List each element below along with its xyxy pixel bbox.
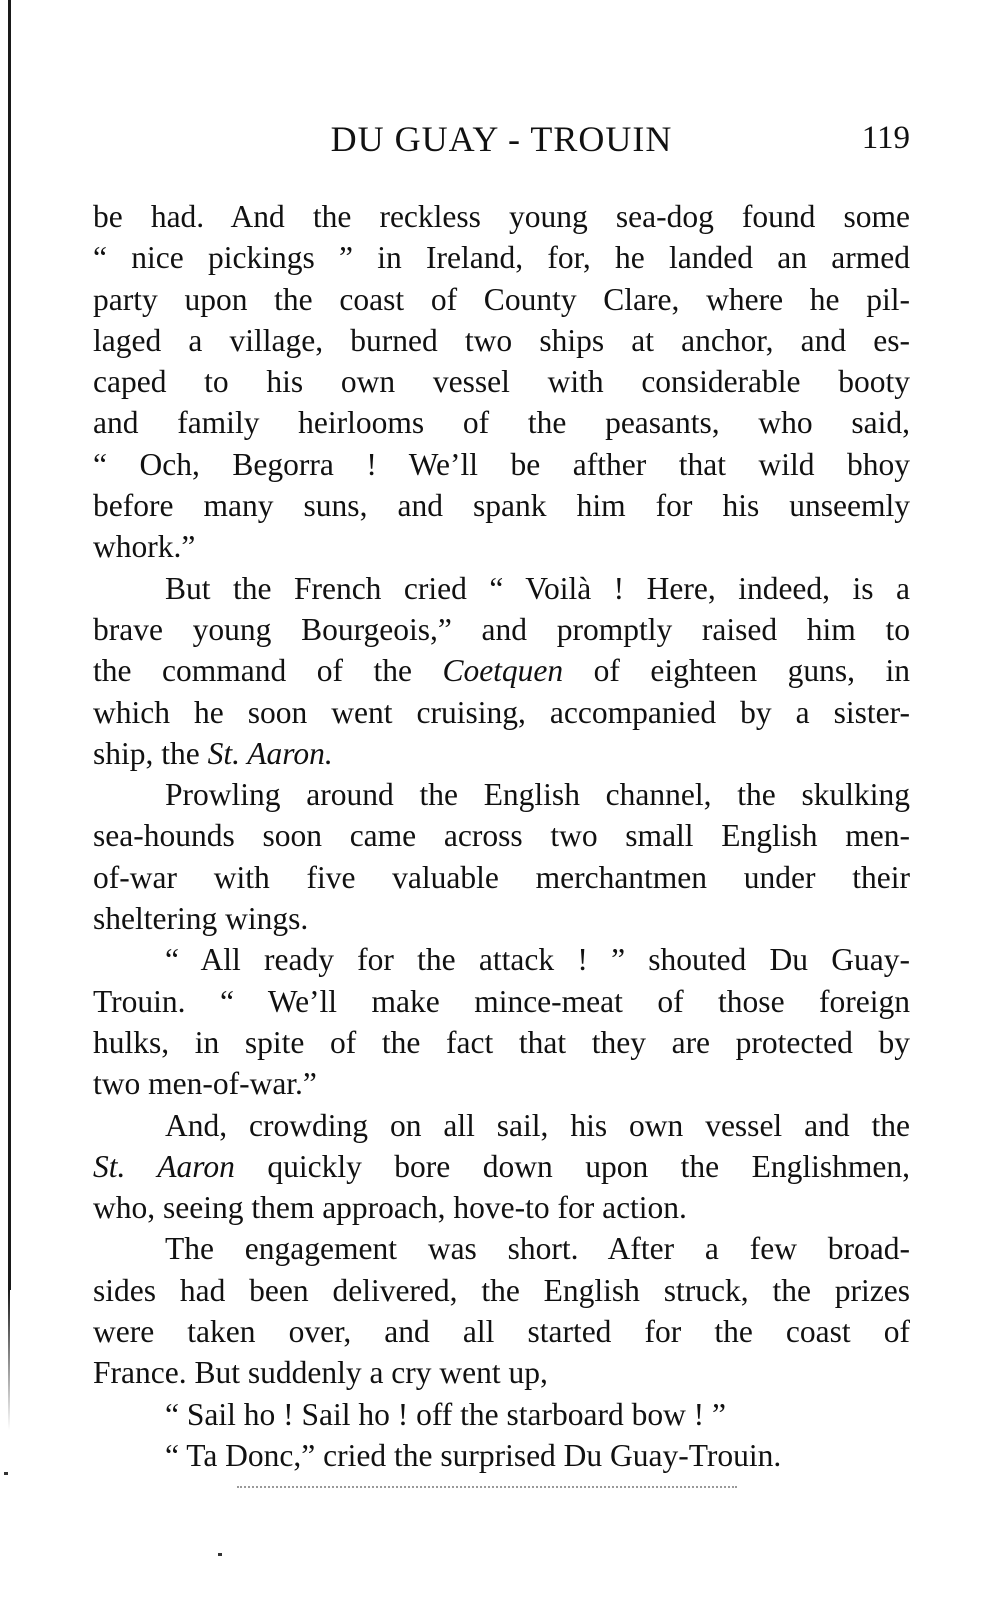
- text-line: [93, 1146, 910, 1187]
- text-line: laged a village, burned two ships at anchor, and es-: [93, 322, 910, 358]
- text-line: hulks, in spite of the fact that they are protected by: [93, 1024, 910, 1060]
- text-line: be had. And the reckless young sea-dog found some: [93, 199, 910, 234]
- paragraph: [93, 1394, 910, 1435]
- text-line: were taken over, and all started for the coast of: [93, 1314, 910, 1350]
- text-run: ship, the: [93, 735, 208, 771]
- text-line: two men-of-war.”: [93, 1066, 317, 1102]
- paragraph: [93, 774, 910, 939]
- text-line: caped to his own vessel with considerable booty: [93, 364, 910, 400]
- text-line: sea-hounds soon came across two small English men-: [93, 818, 910, 854]
- text-line: France. But suddenly a cry went up,: [93, 1355, 548, 1391]
- text-line: Trouin. “ We’ll make mince-meat of those foreign: [93, 983, 910, 1019]
- italic-ship-name: Coetquen: [442, 653, 564, 689]
- text-line: And, crowding on all sail, his own vessel and the: [165, 1107, 910, 1143]
- text-line: whork.”: [93, 529, 196, 565]
- text-line: “ Ta Donc,” cried the surprised Du Guay-Trouin.: [165, 1437, 782, 1473]
- body-text: [93, 196, 910, 1476]
- italic-ship-name: St. Aaron: [93, 1148, 235, 1184]
- paragraph: [93, 1228, 910, 1393]
- text-line: [93, 733, 910, 774]
- text-line: “ nice pickings ” in Ireland, for, he landed an armed: [93, 240, 910, 276]
- text-line: sides had been delivered, the English struck, the prizes: [93, 1272, 910, 1308]
- paragraph: [93, 568, 910, 774]
- text-run: the command of the: [93, 653, 443, 689]
- text-line: The engagement was short. After a few broad-: [165, 1231, 910, 1267]
- text-line: “ Och, Begorra ! We’ll be afther that wild bhoy: [93, 446, 910, 482]
- text-line: But the French cried “ Voilà ! Here, indeed, is a: [165, 570, 910, 606]
- text-line: who, seeing them approach, hove-to for action.: [93, 1190, 687, 1226]
- print-specks: [237, 1486, 737, 1492]
- text-run: of eighteen guns, in: [563, 653, 910, 689]
- text-line: “ Sail ho ! Sail ho ! off the starboard bow ! ”: [165, 1396, 727, 1432]
- page-binding-edge: [8, 0, 11, 1290]
- running-head: [93, 118, 910, 166]
- text-line: party upon the coast of County Clare, where he pil-: [93, 281, 910, 317]
- text-line: [93, 650, 910, 691]
- paragraph: [93, 939, 910, 1104]
- paragraph: [93, 1105, 910, 1229]
- text-line: sheltering wings.: [93, 901, 309, 937]
- text-line: before many suns, and spank him for his unseemly: [93, 488, 910, 524]
- text-line: which he soon went cruising, accompanied by a sister-: [93, 694, 910, 730]
- text-line: “ All ready for the attack ! ” shouted Du Guay-: [165, 942, 910, 978]
- print-speck: [218, 1553, 222, 1556]
- paragraph: [93, 1435, 910, 1476]
- text-line: brave young Bourgeois,” and promptly raised him to: [93, 611, 910, 647]
- text-line: and family heirlooms of the peasants, who said,: [93, 405, 910, 441]
- page-number: 119: [861, 120, 910, 156]
- text-line: of-war with five valuable merchantmen under their: [93, 859, 910, 895]
- running-title: DU GUAY - TROUIN: [330, 119, 673, 159]
- page-binding-edge-fade: [8, 1290, 10, 1430]
- paragraph: [93, 196, 910, 568]
- text-line: Prowling around the English channel, the skulking: [165, 777, 910, 813]
- print-speck: [4, 1472, 8, 1475]
- italic-ship-name: St. Aaron.: [207, 735, 333, 771]
- text-run: quickly bore down upon the Englishmen,: [234, 1148, 910, 1184]
